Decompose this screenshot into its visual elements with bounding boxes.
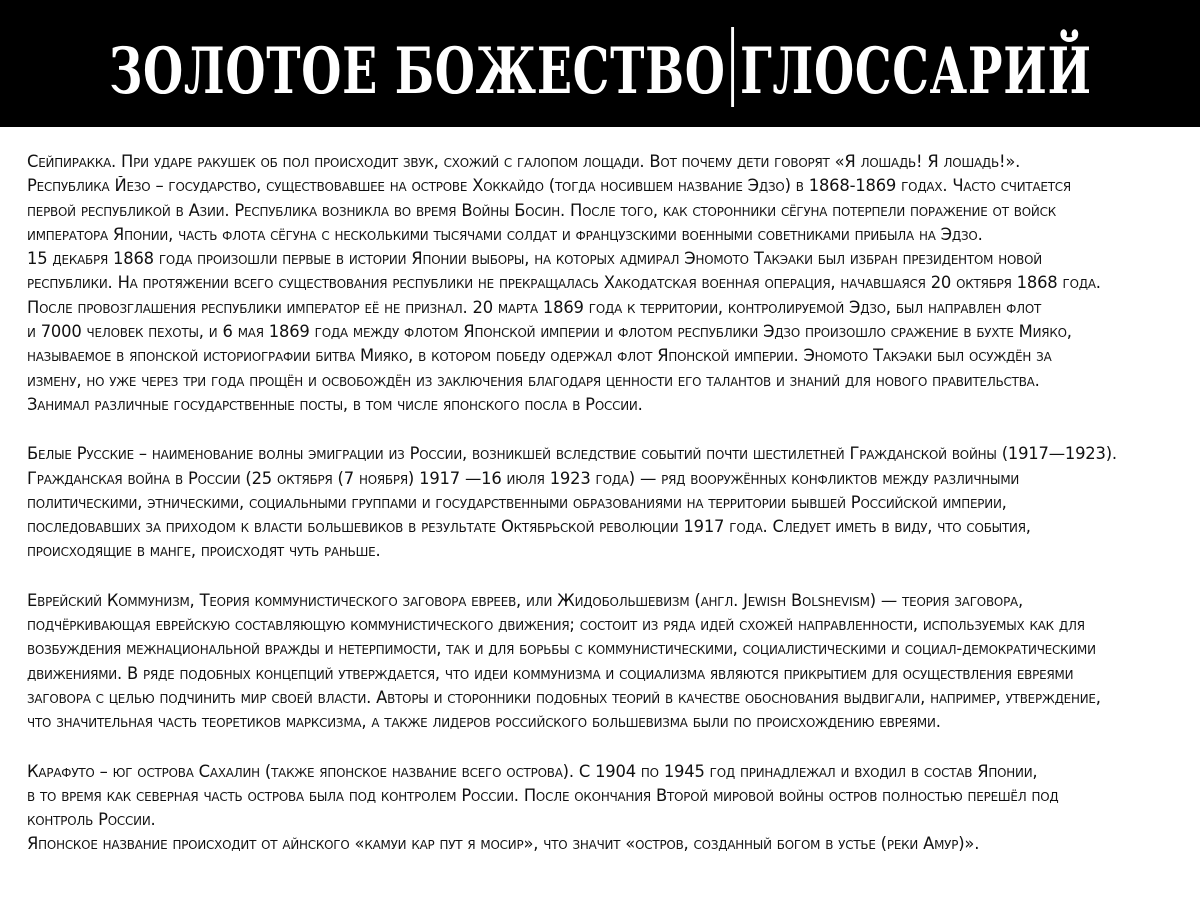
title-divider <box>731 27 734 107</box>
text-line: контроль России. <box>27 810 156 830</box>
text-line: возбуждения межнациональной вражды и нетерпимости, так и для борьбы с коммунистическими, социалистическими и социал-демократическими <box>27 639 1096 659</box>
glossary-entry-jewish-communism <box>27 589 1187 735</box>
text-line: первой республикой в Азии. Республика возникла во время Войны Босин. После того, как сторонники сёгуна потерпели поражение от войск <box>27 200 1056 220</box>
text-line: политическими, этническими, социальными группами и государственными образованиями на территории бывшей Российской империи, <box>27 492 1007 512</box>
text-line: Занимал различные государственные посты, в том числе японского посла в России. <box>27 394 643 414</box>
page-title <box>109 27 1092 107</box>
title-banner <box>0 0 1200 127</box>
glossary-content <box>27 150 1187 882</box>
text-line: Японское название происходит от айнского «камуи кар пут я мосир», что значит «остров, созданный богом в устье (реки Амур)». <box>27 834 980 854</box>
title-section: ГЛОССАРИЙ <box>739 33 1092 109</box>
text-line: в то время как северная часть острова была под контролем России. После окончания Второй мировой войны остров полностью перешёл под <box>27 785 1059 805</box>
text-line: императора Японии, часть флота сёгуна с несколькими тысячами солдат и французскими военными советниками прибыла на Эдзо. <box>27 224 983 244</box>
title-series: ЗОЛОТОЕ БОЖЕСТВО <box>108 33 726 109</box>
text-line: Республика Йезо – государство, существовавшее на острове Хоккайдо (тогда носившем название Эдзо) в 1868-1869 годах. Часто считается <box>27 176 1071 196</box>
text-line: республики. На протяжении всего существования республики не прекращалась Хакодатская военная операция, начавшаяся 20 октября 1868 года. <box>27 273 1101 293</box>
text-line: последовавших за приходом к власти большевиков в результате Октябрьской революции 1917 года. Следует иметь в виду, что события, <box>27 517 1031 537</box>
glossary-entry-karafuto <box>27 760 1187 857</box>
text-line: измену, но уже через три года прощён и освобождён из заключения благодаря ценности его талантов и знаний для нового правительства. <box>27 370 1040 390</box>
text-line: Белые Русские – наименование волны эмиграции из России, возникшей вследствие событий почти шестилетней Гражданской войны (1917—1923). <box>27 444 1117 464</box>
text-line: и 7000 человек пехоты, и 6 мая 1869 года между флотом Японской империи и флотом республики Эдзо произошло сражение в бухте Мияко, <box>27 322 1072 342</box>
text-line: называемое в японской историографии битва Мияко, в котором победу одержал флот Японской империи. Эномото Такэаки был осуждён за <box>27 346 1052 366</box>
text-line: 15 декабря 1868 года произошли первые в истории Японии выборы, на которых адмирал Эномото Такэаки был избран президентом новой <box>27 249 1042 269</box>
glossary-entry-ezo-republic <box>27 150 1187 417</box>
text-line: Гражданская война в России (25 октября (7 ноября) 1917 —16 июля 1923 года) — ряд вооружённых конфликтов между различными <box>27 468 1020 488</box>
text-line: движениями. В ряде подобных концепций утверждается, что идеи коммунизма и социализма являются прикрытием для осуществления евреями <box>27 663 1074 683</box>
text-line: Еврейский Коммунизм, Теория коммунистического заговора евреев, или Жидобольшевизм (англ. Jewish Bolshevism) — теория заговора, <box>27 590 1023 610</box>
text-line: заговора с целью подчинить мир своей власти. Авторы и сторонники подобных теорий в качестве обоснования выдвигали, например, утверждение, <box>27 687 1101 707</box>
text-line: что значительная часть теоретиков марксизма, а также лидеров российского большевизма были по происхождению евреями. <box>27 712 941 732</box>
glossary-entry-white-russians <box>27 442 1187 563</box>
text-line: Сейпиракка. При ударе ракушек об пол происходит звук, схожий с галопом лощади. Вот почему дети говорят «Я лошадь! Я лошадь!». <box>27 152 1021 171</box>
text-line: происходящие в манге, происходят чуть раньше. <box>27 541 381 561</box>
text-line: Карафуто – юг острова Сахалин (также японское название всего острова). С 1904 по 1945 год принадлежал и входил в состав Японии, <box>27 761 1038 781</box>
text-line: подчёркивающая еврейскую составляющую коммунистического движения; состоит из ряда идей схожей направленности, используемых как для <box>27 615 1085 635</box>
text-line: После провозглашения республики император её не признал. 20 марта 1869 года к территории, контролируемой Эдзо, был направлен флот <box>27 297 1042 317</box>
